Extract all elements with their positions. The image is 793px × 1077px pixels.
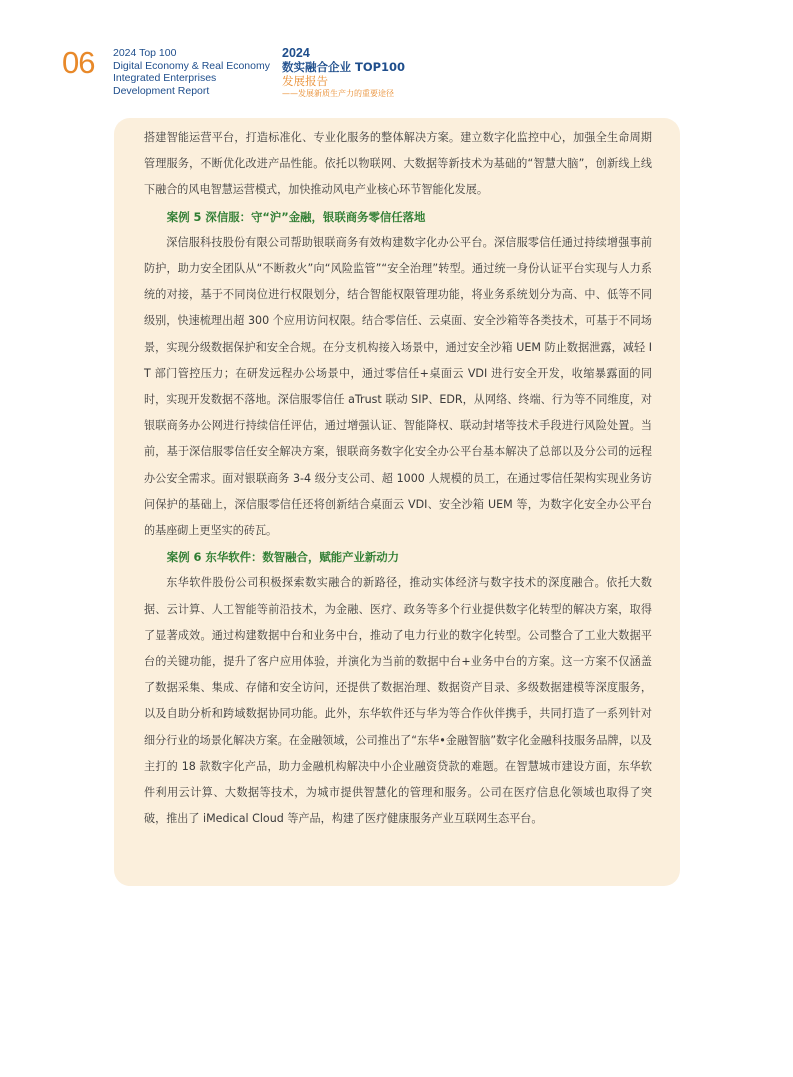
english-title-line: Development Report [113,84,210,97]
english-title-line: 2024 Top 100 [113,47,177,59]
case5-paragraph: 深信服科技股份有限公司帮助银联商务有效构建数字化办公平台。深信服零信任通过持续增强事前防护，助力安全团队从“不断救火”向“风险监管”“安全治理”转型。通过统一身份认证平台实现与人力系统的对接，基于不同岗位进行权限划分，结合智能权限管理功能，将业务系统划分为高、中、低等不同级别，快速梳理出超 300 个应用访问权限。结合零信任、云桌面、安全沙箱等各类技术，可基于不同场景，实现分级数据保护和安全合规。在分支机构接入场景中，通过安全沙箱 UEM 防止数据泄露，减轻 IT 部门管控压力；在研发远程办公场景中，通过零信任+桌面云 VDI 进行安全开发，收缩暴露面的同时，实现开发数据不落地。深信服零信任 aTrust 联动 SIP、EDR，从网络、终端、行为等不同维度，对银联商务办公网进行持续信任评估，通过增强认证、智能降权、联动封堵等技术手段进行风险处置。当前，基于深信服零信任安全解决方案，银联商务数字化安全办公平台基本解决了总部以及分公司的远程办公安全需求。面对银联商务 3-4 级分支公司、超 1000 人规模的员工，在通过零信任架构实现业务访问保护的基础上，深信服零信任还将创新结合桌面云 VDI、安全沙箱 UEM 等，为数字化安全办公平台的基座砌上更坚实的砖瓦。 [144,235,652,538]
chinese-title-main: 数实融合企业 TOP100 [282,60,406,74]
chinese-report-title [282,47,442,99]
chinese-title-year: 2024 [282,46,310,60]
body-content [144,125,652,832]
case6-title: 案例 6 东华软件：数智融合，赋能产业新动力 [166,550,400,565]
case6-paragraph: 东华软件股份公司积极探索数实融合的新路径，推动实体经济与数字技术的深度融合。依托大数据、云计算、人工智能等前沿技术，为金融、医疗、政务等多个行业提供数字化转型的解决方案，取得了显著成效。通过构建数据中台和业务中台，推动了电力行业的数字化转型。公司整合了工业大数据平台的关键功能，提升了客户应用体验，并演化为当前的数据中台+业务中台的方案。这一方案不仅涵盖了数据采集、集成、存储和安全访问，还提供了数据治理、数据资产目录、多级数据建模等深度服务，以及自助分析和跨域数据协同功能。此外，东华软件还与华为等合作伙伴携手，共同打造了一系列针对细分行业的场景化解决方案。在金融领域，公司推出了“东华•金融智脑”数字化金融科技服务品牌，以及主打的 18 款数字化产品，助力金融机构解决中小企业融资贷款的难题。在智慧城市建设方面，东华软件利用云计算、大数据等技术，为城市提供智慧化的管理和服务。公司在医疗信息化领域也取得了突破，推出了 iMedical Cloud 等产品，构建了医疗健康服务产业互联网生态平台。 [144,576,652,826]
chinese-title-tagline: ——发展新质生产力的重要途径 [282,89,394,98]
case5-title: 案例 5 深信服：守“沪”金融，银联商务零信任落地 [166,209,426,224]
chinese-title-sub: 发展报告 [282,74,328,88]
english-title-line: Digital Economy & Real Economy [113,59,270,72]
english-report-title [113,47,283,97]
page-header [62,47,442,103]
intro-paragraph: 搭建智能运营平台，打造标准化、专业化服务的整体解决方案。建立数字化监控中心，加强全生命周期管理服务，不断优化改进产品性能。依托以物联网、大数据等新技术为基础的“智慧大脑”，创新线上线下融合的风电智慧运营模式，加快推动风电产业核心环节智能化发展。 [144,131,652,197]
english-title-line: Integrated Enterprises [113,72,217,85]
page-number: 06 [62,45,95,80]
